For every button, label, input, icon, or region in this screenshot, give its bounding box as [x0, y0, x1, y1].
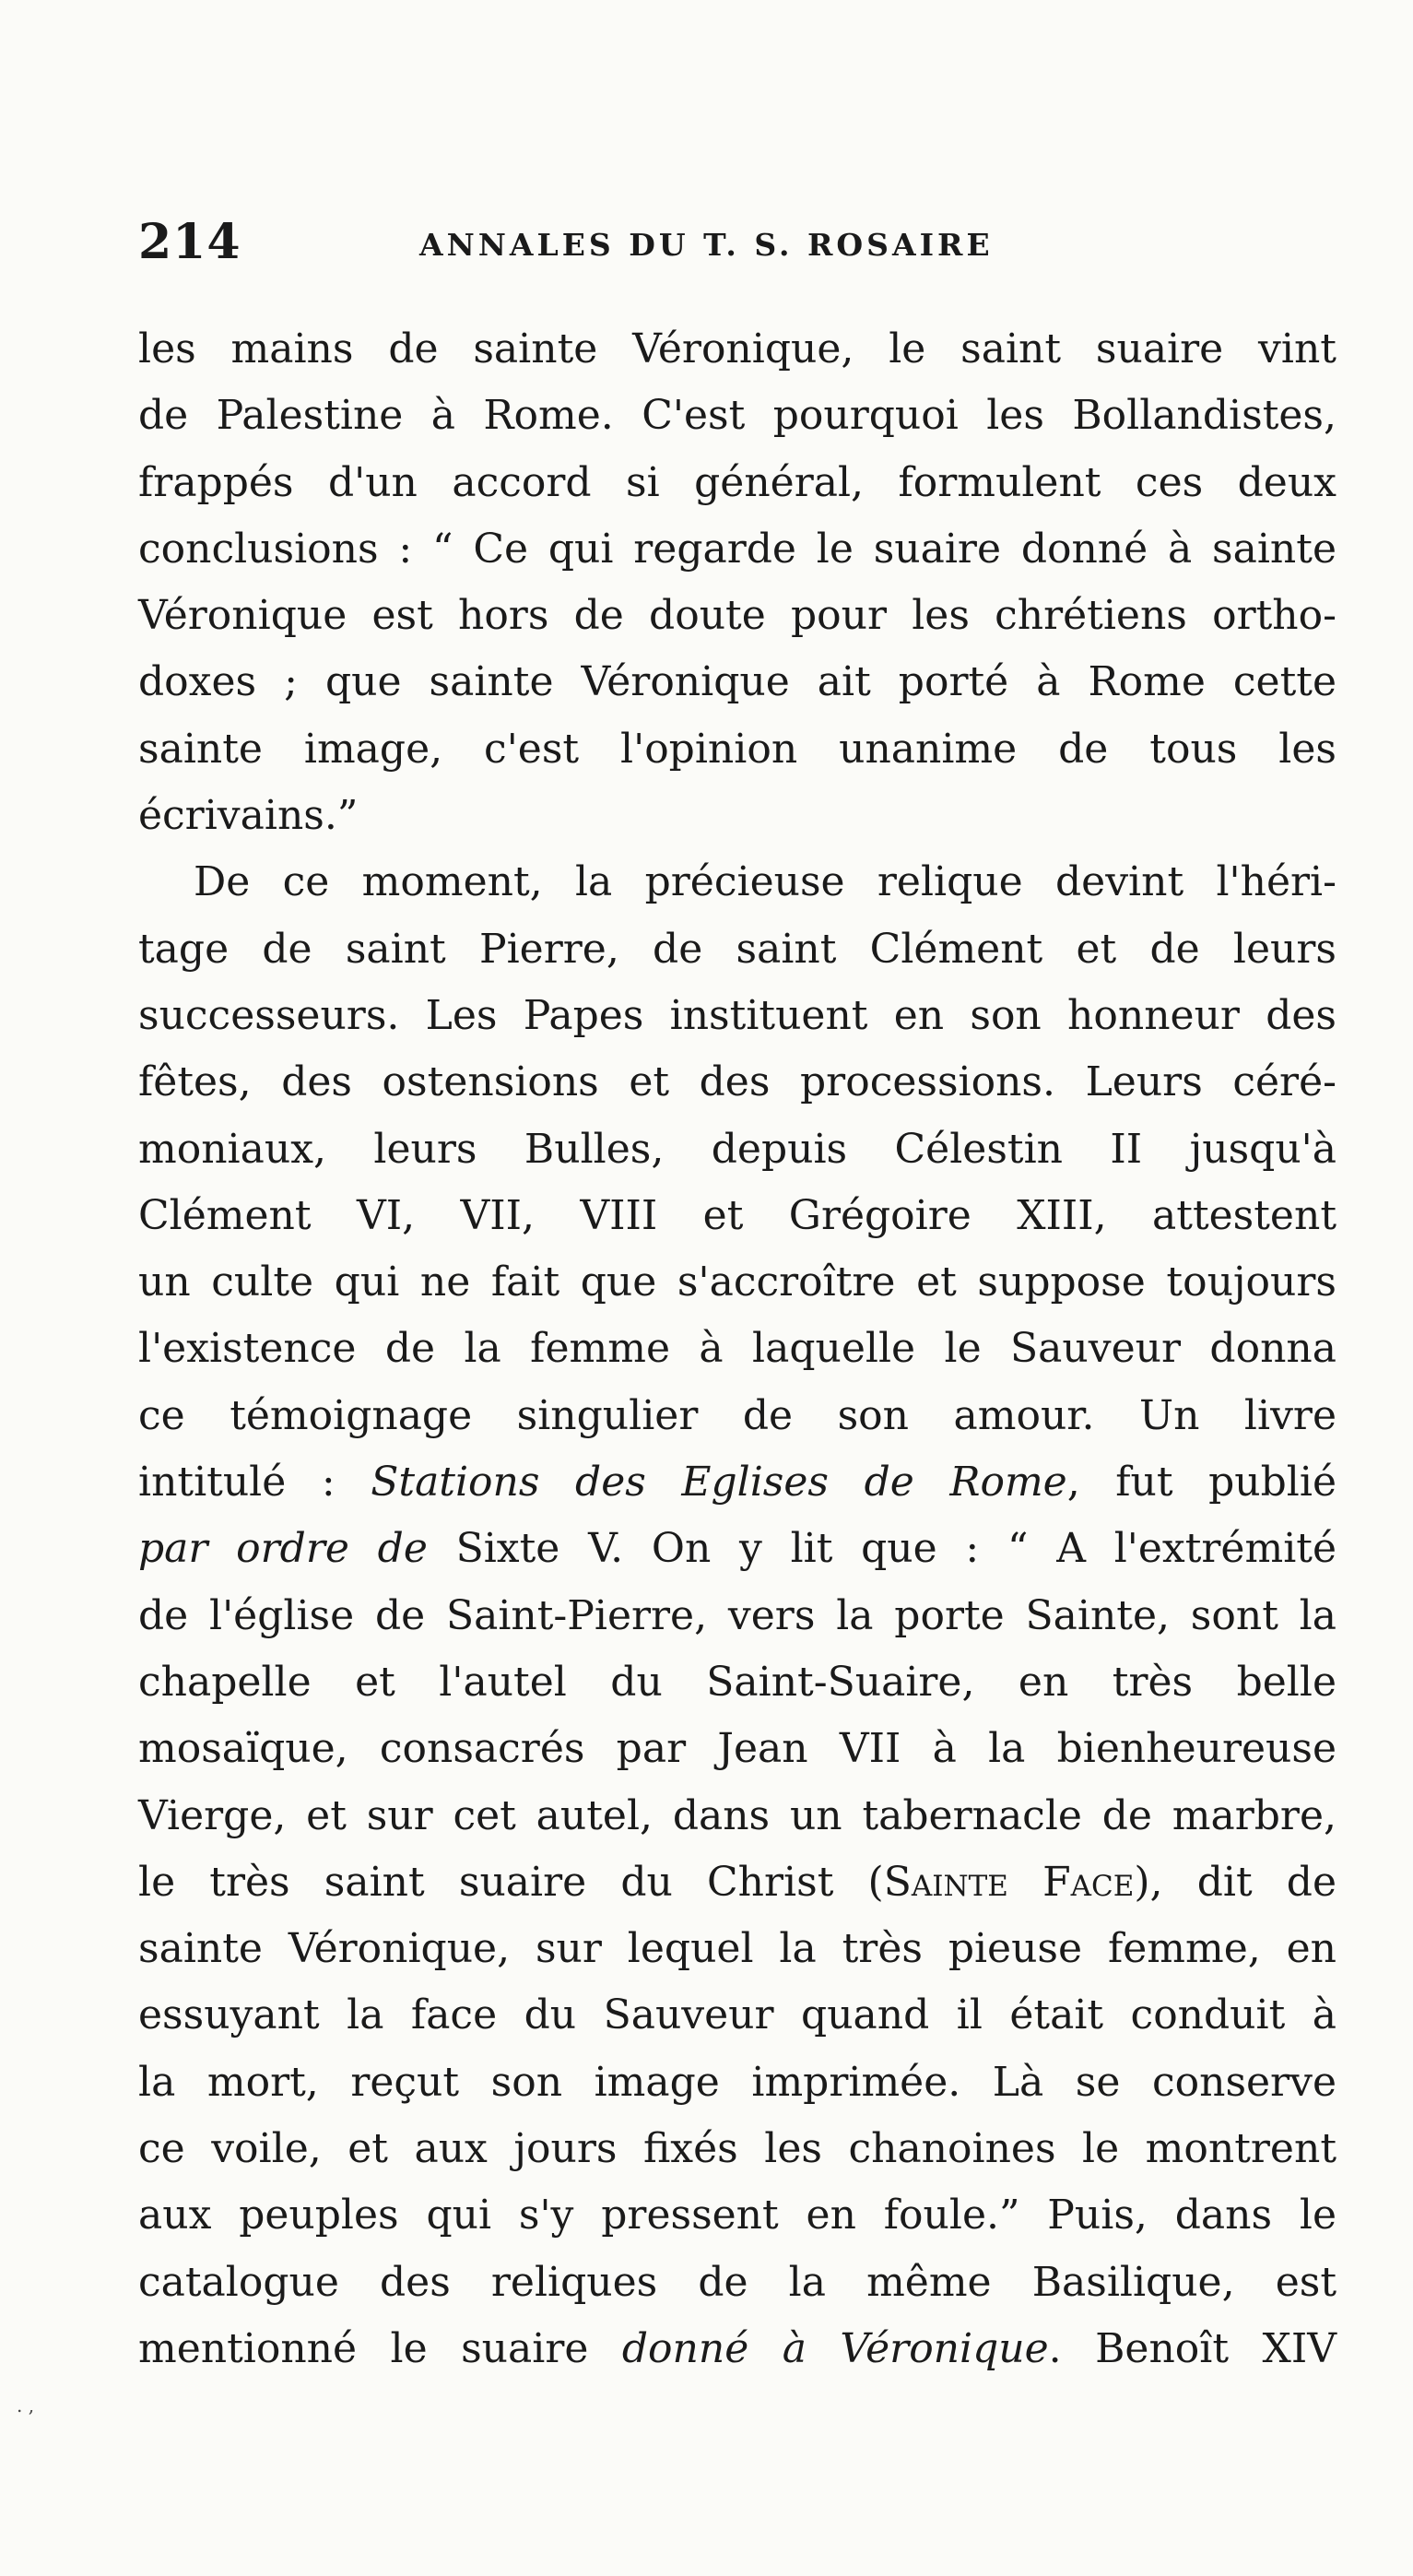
text-line: ce voile, et aux jours fixés les chanoines le montrent — [138, 2125, 1336, 2173]
text-line — [138, 1516, 1336, 1582]
text-line: catalogue des reliques de la même Basilique, est — [138, 2258, 1336, 2306]
text-line: les mains de sainte Véronique, le saint suaire vint — [138, 325, 1336, 372]
text-line — [138, 1449, 1336, 1516]
body-text — [138, 316, 1336, 2382]
text-line: De ce moment, la précieuse relique devint l'héri- — [194, 858, 1336, 906]
running-header — [138, 214, 1336, 278]
page-number: 214 — [138, 214, 241, 270]
text-line: de l'église de Saint-Pierre, vers la porte Sainte, sont la — [138, 1591, 1336, 1639]
text-segment: , fut publié — [1066, 1459, 1336, 1507]
italic-phrase: par ordre de — [138, 1525, 428, 1573]
text-line: mosaïque, consacrés par Jean VII à la bienheureuse — [138, 1725, 1336, 1773]
text-line: écrivains.” — [138, 792, 359, 840]
text-line: Vierge, et sur cet autel, dans un tabernacle de marbre, — [138, 1791, 1336, 1839]
text-line: successeurs. Les Papes instituent en son honneur des — [138, 991, 1336, 1039]
text-line — [138, 1849, 1336, 1916]
text-line: Clément VI, VII, VIII et Grégoire XIII, attestent — [138, 1191, 1336, 1239]
text-line: fêtes, des ostensions et des processions. Leurs céré- — [138, 1058, 1336, 1106]
text-line — [138, 2316, 1336, 2382]
text-line: sainte Véronique, sur lequel la très pieuse femme, en — [138, 1925, 1336, 1973]
text-segment: ), dit de — [1134, 1858, 1336, 1906]
text-line: la mort, reçut son image imprimée. Là se conserve — [138, 2058, 1336, 2106]
running-title: ANNALES DU T. S. ROSAIRE — [419, 227, 994, 263]
text-line: frappés d'un accord si général, formulent ces deux — [138, 458, 1336, 506]
text-line: moniaux, leurs Bulles, depuis Célestin II jusqu'à — [138, 1125, 1336, 1173]
text-line: l'existence de la femme à laquelle le Sauveur donna — [138, 1325, 1336, 1373]
text-segment: intitulé : — [138, 1459, 371, 1507]
text-line: aux peuples qui s'y pressent en foule.” Puis, dans le — [138, 2192, 1336, 2239]
margin-marks: . , — [17, 2394, 35, 2416]
text-line: ce témoignage singulier de son amour. Un livre — [138, 1391, 1336, 1439]
text-line: conclusions : “ Ce qui regarde le suaire donné à sainte — [138, 525, 1336, 573]
text-line: de Palestine à Rome. C'est pourquoi les Bollandistes, — [138, 392, 1336, 440]
text-line: sainte image, c'est l'opinion unanime de tous les — [138, 725, 1336, 773]
text-line: doxes ; que sainte Véronique ait porté à Rome cette — [138, 658, 1336, 706]
text-line: chapelle et l'autel du Saint-Suaire, en très belle — [138, 1658, 1336, 1706]
text-line: tage de saint Pierre, de saint Clément et de leurs — [138, 925, 1336, 973]
text-segment: . Benoît XIV — [1048, 2324, 1336, 2372]
text-segment: mentionné le suaire — [138, 2324, 622, 2372]
text-line: essuyant la face du Sauveur quand il était conduit à — [138, 1991, 1336, 2039]
text-segment: le très saint suaire du Christ ( — [138, 1858, 884, 1906]
text-line: un culte qui ne fait que s'accroître et suppose toujours — [138, 1258, 1336, 1306]
small-caps-phrase: Sainte Face — [883, 1858, 1135, 1906]
text-segment: Sixte V. On y lit que : “ A l'extrémité — [427, 1525, 1336, 1573]
italic-phrase: donné à Véronique — [621, 2324, 1049, 2372]
italic-title: Stations des Eglises de Rome — [371, 1459, 1067, 1507]
text-line: Véronique est hors de doute pour les chrétiens ortho- — [138, 592, 1336, 640]
